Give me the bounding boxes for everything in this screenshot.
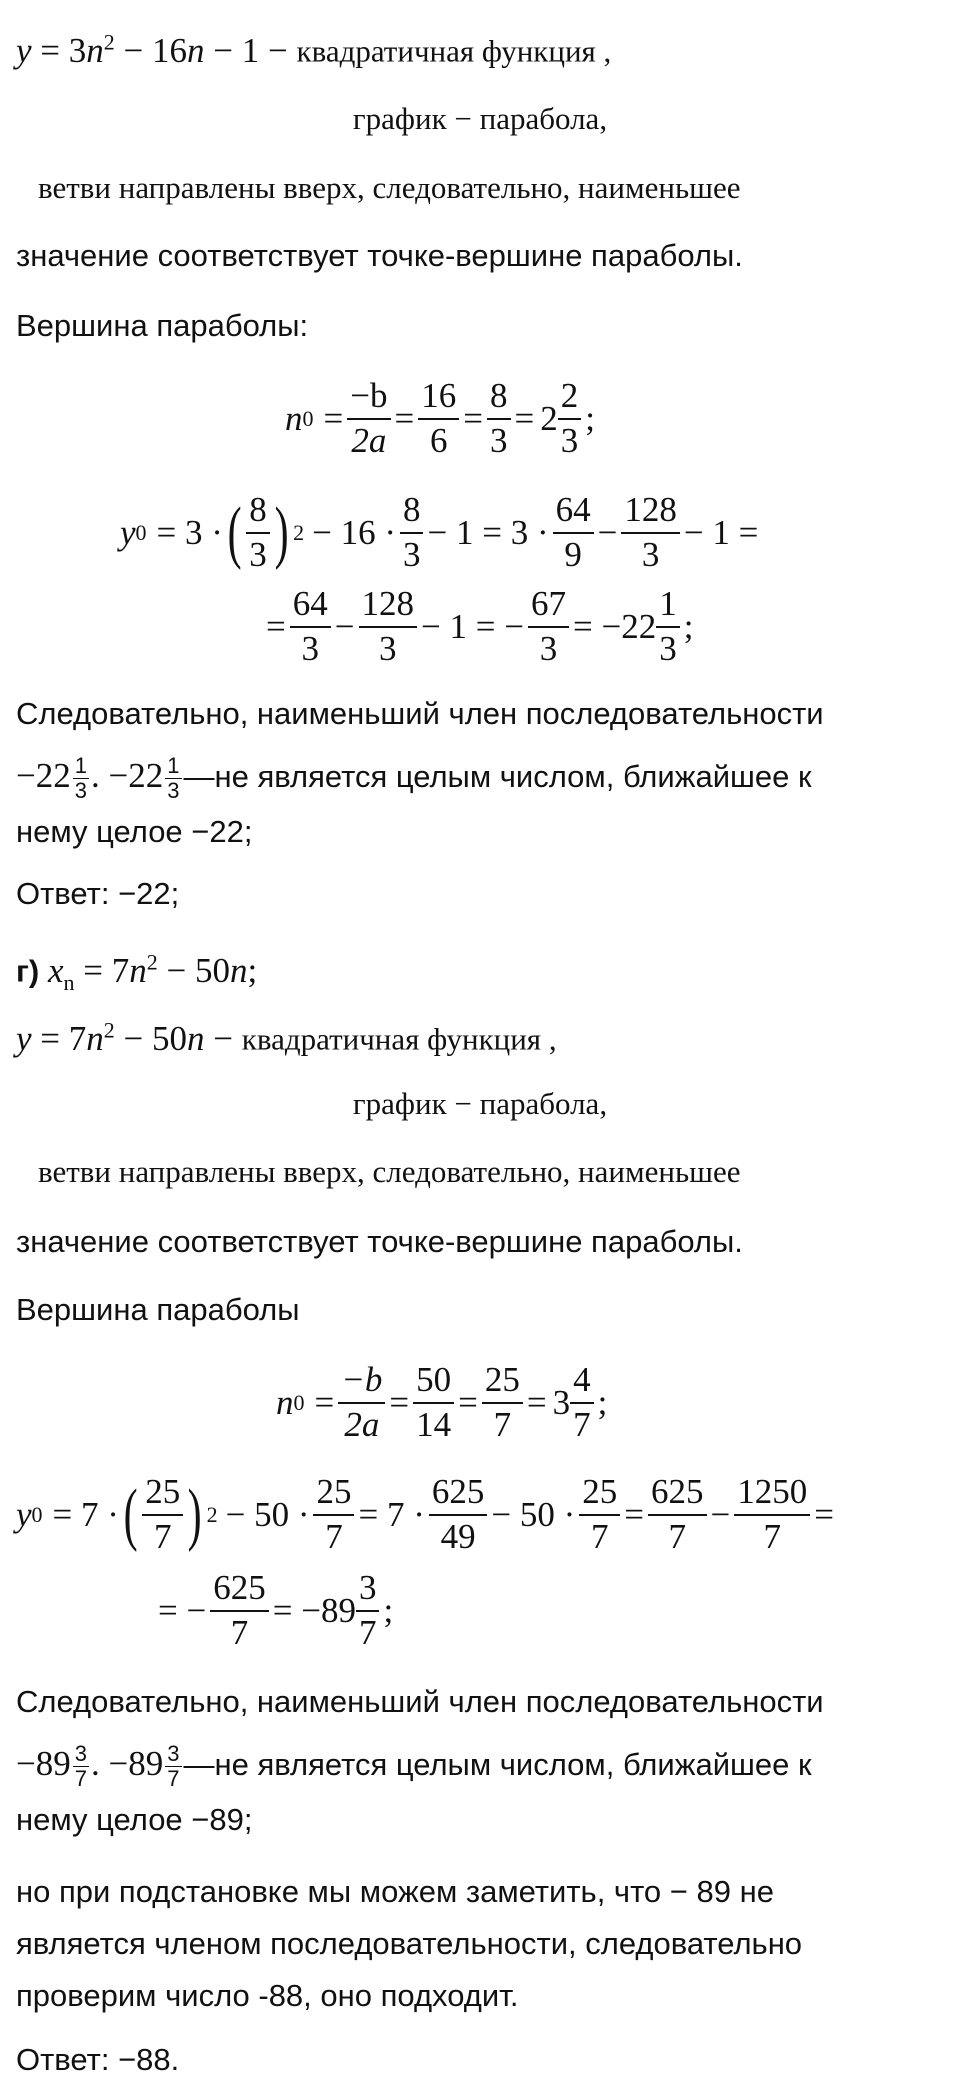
vertex-label-1: Вершина параболы: xyxy=(16,308,309,343)
y0-formula-1a: y 0 = 3 · ( $\frac{8}{3}$ ) 2 − 16 · $\frac{8}{3}$ − 1 = 3 · $\frac{64}{9}$ − $\frac{128}{3}$ − 1 = xyxy=(120,490,759,574)
vertex-label-2: Вершина параболы xyxy=(16,1292,300,1327)
note-2: является членом последовательности, следовательно xyxy=(16,1926,803,1961)
y0-formula-2b: = − $\frac{625}{7}$ = −89 $\frac{3}{7}$ ; xyxy=(158,1568,394,1652)
graph-text-2: график − парабола, xyxy=(352,1086,608,1121)
func-text-1: квадратичная функция , xyxy=(296,33,612,69)
value-text-1: значение соответствует точке-вершине параболы. xyxy=(16,238,743,273)
branches-text-2: ветви направлены вверх, следовательно, наименьшее xyxy=(38,1154,741,1189)
answer-1: Ответ: −22; xyxy=(16,876,180,911)
formula-y1: $y = 3n^2 - 16n - 1$ − xyxy=(16,29,297,70)
conclusion-2: −22 $\frac{1}{3}$ . −22 $\frac{1}{3}$ —не является целым числом, ближайшее к xyxy=(16,753,812,804)
conclusion-3: нему целое −22; xyxy=(16,814,253,849)
note-1: но при подстановке мы можем заметить, что − 89 не xyxy=(16,1874,774,1909)
y0-formula-2a: y 0 = 7 · ( $\frac{25}{7}$ ) 2 − 50 · $\frac{25}{7}$ = 7 · $\frac{625}{49}$ − 50 · $\frac{25}{7}$ = $\frac{625}{7}$ − $\frac{1250}{7}$ = xyxy=(16,1472,835,1556)
conclusion-5: −89 $\frac{3}{7}$ . −89 $\frac{3}{7}$ —не является целым числом, ближайшее к xyxy=(16,1741,812,1792)
answer-2: Ответ: −88. xyxy=(16,2042,180,2077)
n0-formula-2: n 0 = $\frac{-b}{2a}$ = $\frac{50}{14}$ = $\frac{25}{7}$ = 3 $\frac{4}{7}$ ; xyxy=(276,1360,608,1444)
value-text-2: значение соответствует точке-вершине параболы. xyxy=(16,1224,743,1259)
branches-text-1: ветви направлены вверх, следовательно, наименьшее xyxy=(38,170,741,205)
conclusion-6: нему целое −89; xyxy=(16,1802,253,1837)
frac-b-2a: $\frac{-b}{2a}$ xyxy=(347,378,390,460)
conclusion-1: Следовательно, наименьший член последовательности xyxy=(16,696,824,731)
y0-formula-1b: = $\frac{64}{3}$ − $\frac{128}{3}$ − 1 = − $\frac{67}{3}$ = −22 $\frac{1}{3}$ ; xyxy=(266,584,694,668)
graph-text-1: график − парабола, xyxy=(352,101,608,136)
conclusion-4: Следовательно, наименьший член последовательности xyxy=(16,1684,824,1719)
equation-line-2: $y = 7n^2 - 50n$ − квадратичная функция , xyxy=(16,1017,557,1058)
part-g-formula: г) $x_n = 7n^2 - 50n$; xyxy=(16,949,258,995)
equation-line-1 xyxy=(0,22,960,72)
n0-formula-1: n 0 = $\frac{-b}{2a}$ = $\frac{16}{6}$ = $\frac{8}{3}$ = 2 $\frac{2}{3}$ ; xyxy=(285,376,595,460)
note-3: проверим число -88, оно подходит. xyxy=(16,1978,519,2013)
